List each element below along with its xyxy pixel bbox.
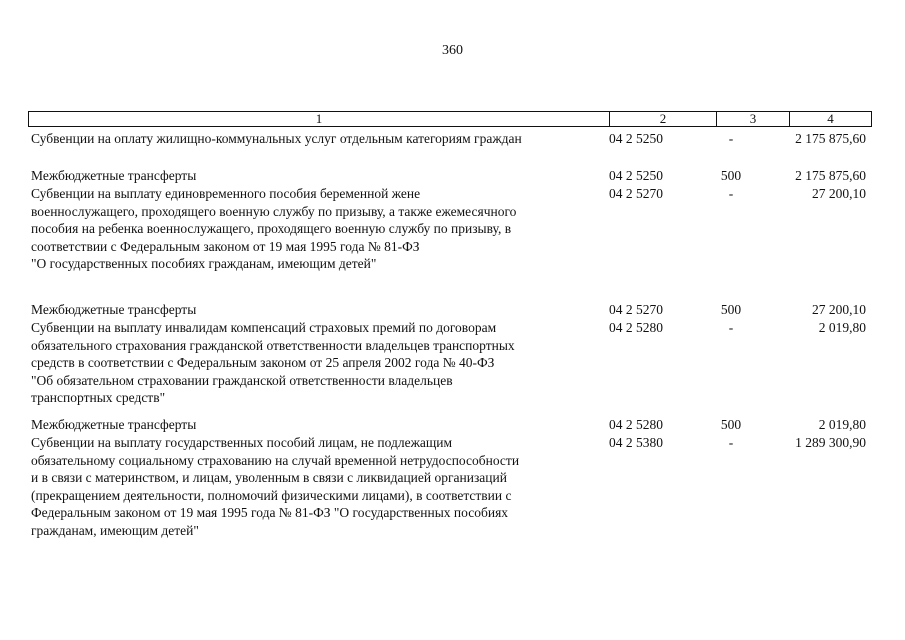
description-line: Субвенции на выплату единовременного пособия беременной жене [31,186,421,201]
description-line: Федеральным законом от 19 мая 1995 года № 81-ФЗ "О государственных пособиях [31,505,509,521]
description-line: Межбюджетные трансферты [31,302,197,317]
row-amount: 27 200,10 [812,186,866,201]
description-line: пособия на ребенка военнослужащего, проходящего военную службу по призыву, в [31,221,512,237]
row-description [31,167,591,185]
row-code: 04 2 5270 [609,302,663,317]
row-code: 04 2 5250 [609,168,663,183]
row-description [31,185,591,273]
row-type: - [728,435,734,450]
description-line: (прекращением деятельности, полномочий физическими лицами), в соответствии с [31,487,512,503]
row-code: 04 2 5250 [609,131,663,146]
description-line: соответствии с Федеральным законом от 19 мая 1995 года № 81-ФЗ [31,238,420,254]
row-amount: 2 175 875,60 [795,131,866,146]
row-description [31,130,591,148]
description-line: "О государственных пособиях гражданам, имеющим детей" [31,256,377,272]
row-amount: 27 200,10 [812,302,866,317]
description-line: Межбюджетные трансферты [31,168,197,183]
column-header-4: 4 [827,111,834,126]
table-header-row [28,111,872,127]
description-line: "Об обязательном страховании гражданской ответственности владельцев [31,372,453,388]
description-line: гражданам, имеющим детей" [31,522,199,538]
description-line: Межбюджетные трансферты [31,417,197,432]
row-description [31,319,591,407]
page-number: 360 [442,43,463,58]
row-code: 04 2 5270 [609,186,663,201]
row-description [31,434,591,540]
row-type: - [728,320,734,335]
column-header-1: 1 [29,112,610,126]
description-line: транспортных средств" [31,390,166,406]
row-code: 04 2 5280 [609,417,663,432]
row-type: - [728,186,734,201]
row-amount: 1 289 300,90 [795,435,866,450]
description-line: военнослужащего, проходящего военную службу по призыву, а также ежемесячного [31,203,517,219]
row-amount: 2 019,80 [818,417,866,432]
description-line: обязательному социальному страхованию на случай временной нетрудоспособности [31,452,520,468]
description-line: и в связи с материнством, и лицам, уволенным в связи с ликвидацией организаций [31,470,507,486]
row-code: 04 2 5380 [609,435,663,450]
column-header-2: 2 [610,112,717,126]
row-description [31,301,591,319]
row-amount: 2 019,80 [818,320,866,335]
row-type: - [728,131,734,146]
column-header-3: 3 [717,112,790,126]
row-type: 500 [720,168,742,183]
description-line: Субвенции на выплату государственных пособий лицам, не подлежащим [31,435,453,450]
description-line: Субвенции на оплату жилищно-коммунальных услуг отдельным категориям граждан [31,131,522,146]
description-line: Субвенции на выплату инвалидам компенсаций страховых премий по договорам [31,320,497,335]
description-line: средств в соответствии с Федеральным законом от 25 апреля 2002 года № 40-ФЗ [31,355,495,371]
row-description [31,416,591,434]
row-type: 500 [720,302,742,317]
row-code: 04 2 5280 [609,320,663,335]
row-amount: 2 175 875,60 [795,168,866,183]
description-line: обязательного страхования гражданской ответственности владельцев транспортных [31,337,515,353]
row-type: 500 [720,417,742,432]
